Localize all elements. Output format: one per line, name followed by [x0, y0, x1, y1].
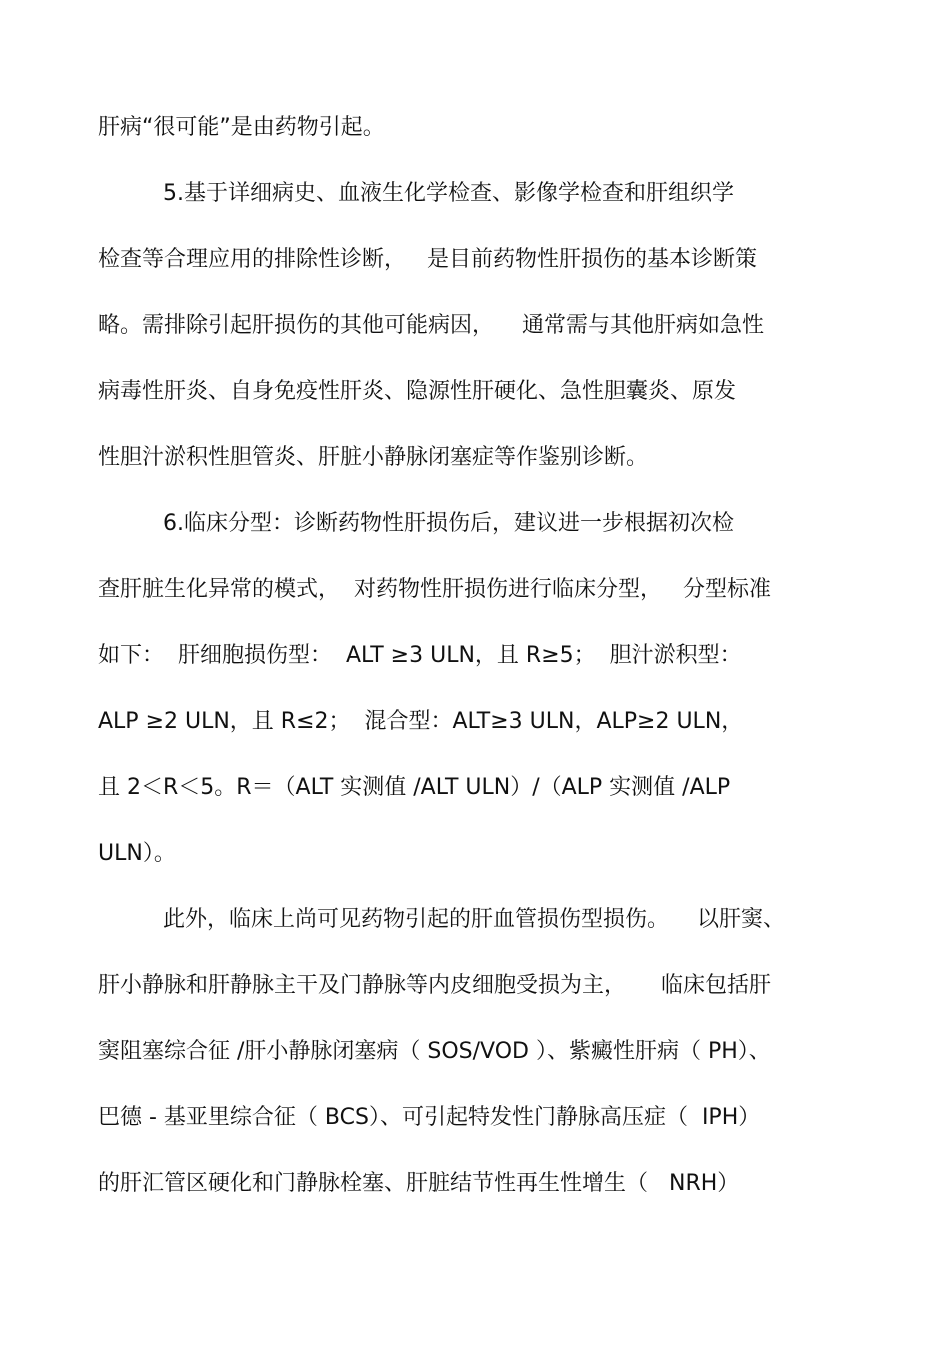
text-line-8: 查肝脏生化异常的模式， 对药物性肝损伤进行临床分型， 分型标准 — [98, 577, 771, 602]
text-line-12: ULN）。 — [98, 841, 176, 866]
text-line-15: 窦阻塞综合征 /肝小静脉闭塞病（ SOS/VOD ）、紫癜性肝病（ PH）、 — [98, 1039, 771, 1064]
text-line-16: 巴德 - 基亚里综合征（ BCS）、可引起特发性门静脉高压症（ IPH） — [98, 1105, 761, 1130]
text-line-13: 此外，临床上尚可见药物引起的肝血管损伤型损伤。 以肝窦、 — [163, 907, 785, 932]
text-line-7: 6.临床分型：诊断药物性肝损伤后，建议进一步根据初次检 — [163, 511, 734, 536]
text-line-17: 的肝汇管区硬化和门静脉栓塞、肝脏结节性再生性增生（ NRH） — [98, 1171, 740, 1196]
text-line-6: 性胆汁淤积性胆管炎、肝脏小静脉闭塞症等作鉴别诊断。 — [98, 445, 649, 470]
text-line-3: 检查等合理应用的排除性诊断， 是目前药物性肝损伤的基本诊断策 — [98, 247, 757, 272]
text-line-2: 5.基于详细病史、血液生化学检查、影像学检查和肝组织学 — [163, 181, 734, 206]
text-line-10: ALP ≥2 ULN，且 R≤2； 混合型：ALT≥3 ULN，ALP≥2 ULN， — [98, 709, 744, 734]
text-line-9: 如下： 肝细胞损伤型： ALT ≥3 ULN，且 R≥5； 胆汁淤积型： — [98, 643, 742, 668]
text-line-5: 病毒性肝炎、自身免疫性肝炎、隐源性肝硬化、急性胆囊炎、原发 — [98, 379, 737, 404]
text-line-11: 且 2＜R＜5。R＝（ALT 实测值 /ALT ULN）/（ALP 实测值 /ALP — [98, 775, 731, 800]
text-line-14: 肝小静脉和肝静脉主干及门静脉等内皮细胞受损为主， 临床包括肝 — [98, 973, 771, 998]
text-line-1: 肝病“很可能”是由药物引起。 — [98, 115, 385, 140]
text-line-4: 略。需排除引起肝损伤的其他可能病因， 通常需与其他肝病如急性 — [98, 313, 764, 338]
